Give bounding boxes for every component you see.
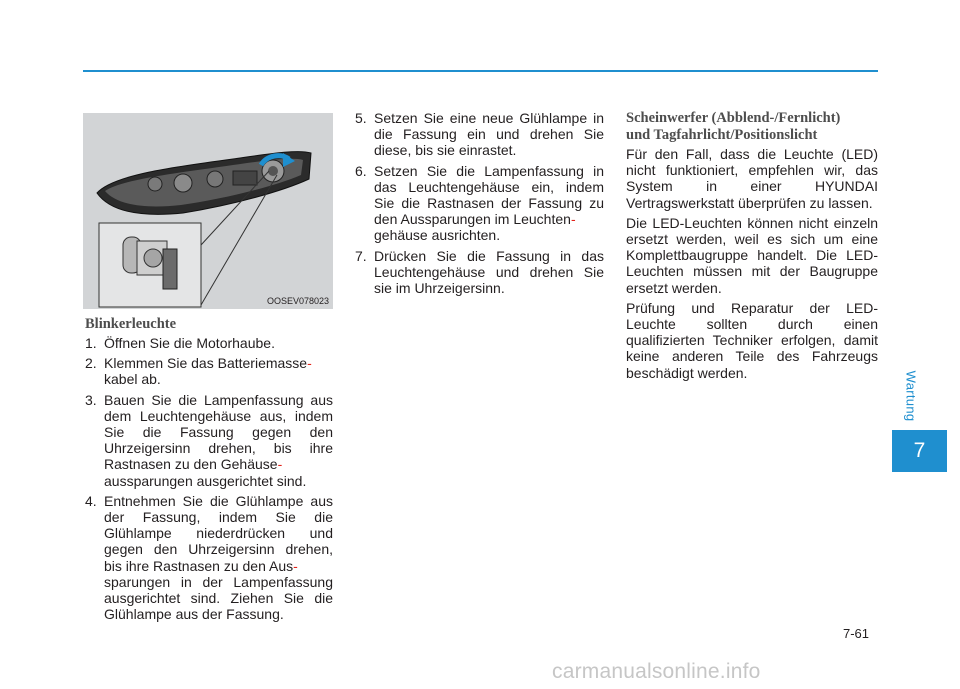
step-7: 7. Drücken Sie die Fassung in das Leuchtengehäuse und drehen Sie sie im Uhrzeigersinn. bbox=[355, 247, 604, 297]
hyphen-mark: - bbox=[293, 557, 298, 574]
header-rule bbox=[83, 70, 878, 72]
column-left bbox=[85, 316, 333, 626]
page-number: 7-61 bbox=[843, 626, 870, 641]
step-3: 3. Bauen Sie die Lampenfassung aus dem Leuchtengehäuse aus, indem Sie die Fassung gegen den Uhrzeigersinn drehen, bis ihre Rastnasen zu den Gehäuse- aussparungen ausgerichtet sind. bbox=[85, 391, 333, 489]
hyphen-mark: - bbox=[277, 456, 283, 473]
paragraph: Die LED-Leuchten können nicht einzeln ersetzt werden, weil es sich um eine Komplettbaugruppe handelt. Die LED-Leuchten müssen mit der Baugruppe ersetzt werden. bbox=[626, 214, 878, 296]
paragraph: Für den Fall, dass die Leuchte (LED) nicht funktioniert, empfehlen wir, das System in einer HYUNDAI Vertragswerkstatt überprüfen zu lassen. bbox=[626, 146, 878, 211]
blinker-steps bbox=[85, 335, 333, 622]
figure-code: OOSEV078023 bbox=[266, 296, 329, 306]
headlamp-illustration bbox=[83, 113, 333, 309]
step-5: 5. Setzen Sie eine neue Glühlampe in die Fassung ein und drehen Sie diese, bis sie einrastet. bbox=[355, 110, 604, 159]
hyphen-mark: - bbox=[307, 355, 312, 372]
section-heading-blinker: Blinkerleuchte bbox=[85, 316, 177, 332]
step-4: 4. Entnehmen Sie die Glühlampe aus der Fassung, indem Sie die Glühlampe niederdrücken und gegen den Uhrzeigersinn drehen, bis ihre Rastnasen zu den Aus- sparungen in der Lampenfassung ausgerichtet sind. Ziehen Sie die Glühlampe aus der Fassung. bbox=[85, 492, 333, 623]
lamp-drawing bbox=[83, 113, 333, 309]
paragraph: Prüfung und Reparatur der LED-Leuchte sollten durch einen qualifizierten Techniker erfolgen, damit keine anderen Teile des Fahrzeugs beschädigt werden. bbox=[626, 299, 878, 381]
section-heading-headlamp: Scheinwerfer (Abblend-/Fernlicht) und Tagfahrlicht/Positionslicht bbox=[626, 110, 841, 143]
blinker-steps-continued bbox=[355, 110, 604, 296]
step-1: 1. Öffnen Sie die Motorhaube. bbox=[85, 335, 275, 351]
step-2: 2. Klemmen Sie das Batteriemasse- kabel ab. bbox=[85, 355, 312, 388]
hyphen-mark: - bbox=[570, 211, 576, 228]
column-right bbox=[626, 110, 878, 385]
chapter-tab[interactable]: 7 bbox=[892, 430, 947, 472]
section-side-label: Wartung bbox=[903, 370, 919, 422]
column-middle bbox=[355, 110, 604, 300]
watermark: carmanualsonline.info bbox=[552, 660, 761, 683]
step-6: 6. Setzen Sie die Lampenfassung in das Leuchtengehäuse ein, indem Sie die Rastnasen der Fassung zu den Aussparungen im Leuchten- gehäuse ausrichten. bbox=[355, 162, 604, 244]
